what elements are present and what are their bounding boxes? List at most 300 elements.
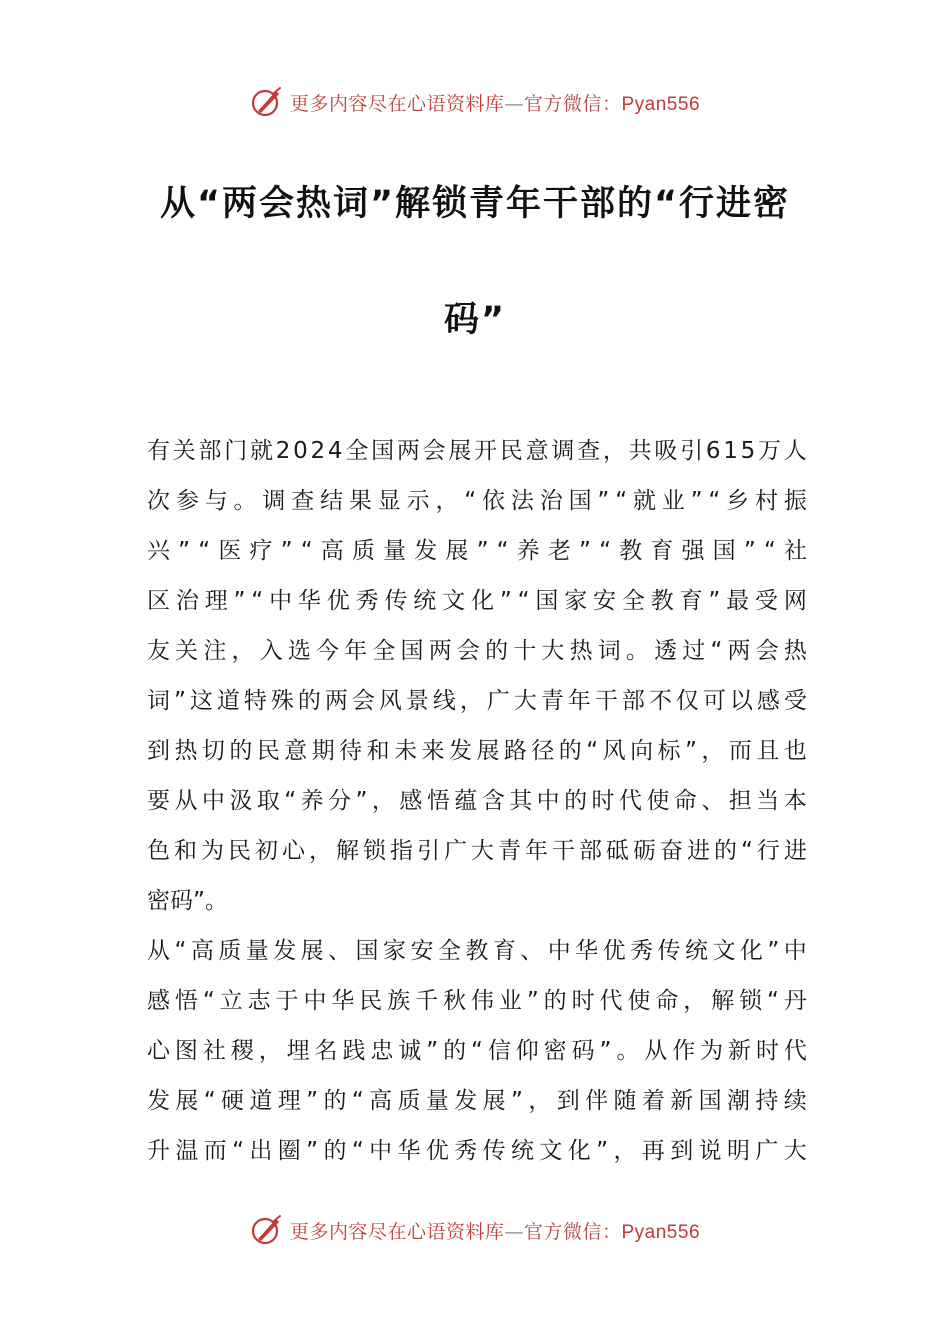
body-char: 年: [567, 688, 591, 714]
body-char: ”: [596, 1138, 609, 1164]
body-char: 期: [311, 738, 335, 764]
body-char: 安: [410, 938, 434, 964]
body-char: 色: [147, 838, 170, 864]
body-char: 广: [486, 688, 510, 714]
body-char: 友: [147, 638, 170, 664]
body-char: 秀: [630, 938, 654, 964]
body-char: 国: [371, 438, 395, 464]
body-char: 广: [755, 1138, 779, 1164]
body-char: 族: [387, 988, 411, 1014]
body-char: 线: [432, 688, 456, 714]
body-char: 家: [383, 938, 406, 964]
body-char: 果: [348, 488, 372, 514]
body-char: ，: [258, 1038, 282, 1064]
body-char: 的: [323, 1138, 347, 1164]
body-char: 含: [481, 788, 505, 814]
body-char: 要: [147, 788, 170, 814]
body-char: 不: [648, 688, 672, 714]
body-char: ”: [743, 538, 756, 564]
body-char: 词: [597, 638, 621, 664]
body-char: 图: [174, 1038, 198, 1064]
body-char: “: [741, 838, 753, 864]
body-char: 4: [327, 438, 343, 464]
body-char: 育: [679, 588, 703, 614]
body-char: 的: [323, 1088, 347, 1114]
body-char: ”: [708, 588, 721, 614]
body-char: 词: [147, 688, 170, 714]
body-line: [147, 876, 807, 926]
header-banner-wechat-id: Pyan556: [621, 93, 701, 115]
body-char: 稷: [230, 1038, 254, 1064]
body-char: 调: [551, 438, 575, 464]
body-line-text: 密码”。: [147, 888, 228, 914]
body-char: 大: [513, 688, 537, 714]
body-char: 村: [755, 488, 779, 514]
body-char: 高: [369, 1088, 393, 1114]
body-char: 全: [437, 938, 461, 964]
body-char: “: [202, 988, 215, 1014]
footer-banner-main: 更多内容尽在心语资料库: [289, 1220, 505, 1243]
body-char: 2: [275, 438, 291, 464]
body-char: ”: [233, 588, 246, 614]
body-char: “: [232, 1138, 245, 1164]
body-char: 1: [723, 438, 738, 464]
body-char: 担: [728, 788, 752, 814]
body-char: 发: [273, 938, 297, 964]
body-char: 密: [543, 1038, 567, 1064]
body-char: 汲: [229, 788, 253, 814]
body-char: 量: [245, 938, 269, 964]
body-line: [147, 1026, 807, 1076]
body-char: 民: [359, 988, 383, 1014]
body-char: 悟: [174, 988, 198, 1014]
body-char: 景: [405, 688, 429, 714]
body-char: 代: [619, 788, 642, 814]
body-char: 再: [641, 1138, 665, 1164]
body-char: 部: [579, 838, 602, 864]
body-char: 5: [740, 438, 756, 464]
body-char: 两: [428, 638, 452, 664]
body-char: 意: [284, 738, 308, 764]
body-char: ”: [526, 988, 539, 1014]
body-char: 时: [755, 1038, 779, 1064]
body-line: [147, 826, 807, 876]
body-char: 秀: [454, 1138, 478, 1164]
body-char: 网: [783, 588, 807, 614]
body-char: 传: [384, 588, 408, 614]
body-char: ”: [599, 1038, 612, 1064]
body-char: 行: [756, 838, 780, 864]
body-char: 忠: [370, 1038, 394, 1064]
body-char: 年: [525, 838, 548, 864]
body-char: 优: [425, 1138, 449, 1164]
body-char: 。: [625, 638, 649, 664]
body-char: 开: [474, 438, 498, 464]
body-char: ，: [459, 688, 483, 714]
body-char: ”: [355, 788, 368, 814]
body-char: 热: [569, 638, 593, 664]
body-char: 道: [249, 1088, 273, 1114]
body-char: 部: [198, 438, 222, 464]
body-char: 入: [259, 638, 283, 664]
body-char: 从: [644, 1038, 668, 1064]
body-char: 万: [757, 438, 781, 464]
body-char: “: [284, 788, 297, 814]
body-char: 两: [727, 638, 751, 664]
body-char: ，: [435, 488, 459, 514]
body-char: 解: [711, 988, 735, 1014]
body-char: 从: [174, 788, 198, 814]
body-char: 随: [613, 1088, 637, 1114]
body-char: 国: [355, 938, 379, 964]
body-char: 意: [525, 438, 549, 464]
body-char: 全: [345, 438, 369, 464]
body-char: 中: [269, 588, 293, 614]
body-char: ”: [579, 538, 591, 564]
body-char: 6: [705, 438, 721, 464]
footer-banner: [0, 1210, 950, 1250]
body-char: 以: [729, 688, 753, 714]
body-char: 、: [520, 938, 544, 964]
body-char: 取: [256, 788, 280, 814]
body-char: 有: [147, 438, 170, 464]
body-char: ，: [613, 1138, 637, 1164]
body-char: 秀: [355, 588, 379, 614]
body-char: 切: [201, 738, 225, 764]
body-char: 发: [454, 1088, 478, 1114]
body-char: 展: [448, 438, 472, 464]
body-char: ”: [684, 738, 697, 764]
body-char: 会: [422, 438, 446, 464]
body-char: 2: [310, 438, 326, 464]
body-char: 治: [175, 588, 199, 614]
body-char: 民: [499, 438, 523, 464]
body-char: ，: [231, 638, 255, 664]
body-char: 伟: [470, 988, 494, 1014]
body-char: 路: [503, 738, 527, 764]
body-char: 丹: [783, 988, 807, 1014]
body-char: 发: [147, 1088, 170, 1114]
body-char: 砥: [606, 838, 629, 864]
body-char: 兴: [147, 538, 170, 564]
body-char: “: [496, 538, 509, 564]
body-char: “: [615, 488, 628, 514]
body-char: 选: [287, 638, 311, 664]
body-char: 受: [755, 588, 779, 614]
header-banner: [0, 82, 950, 122]
body-char: 解: [336, 838, 359, 864]
body-char: 质: [351, 538, 375, 564]
body-char: 为: [700, 1038, 724, 1064]
body-char: 门: [224, 438, 248, 464]
body-char: ”: [426, 1038, 439, 1064]
body-char: 码: [571, 1038, 595, 1064]
body-char: 的: [543, 988, 567, 1014]
body-char: 示: [406, 488, 430, 514]
body-char: 透: [654, 638, 678, 664]
body-char: 高: [190, 938, 214, 964]
body-char: 热: [783, 638, 807, 664]
body-char: 广: [444, 838, 467, 864]
body-char: 全: [372, 638, 396, 664]
body-char: 部: [621, 688, 645, 714]
body-char: 青: [540, 688, 564, 714]
body-char: 0: [293, 438, 308, 464]
body-char: 乡: [726, 488, 750, 514]
body-char: 潮: [726, 1088, 750, 1114]
body-char: 秋: [443, 988, 467, 1014]
body-char: 业: [498, 988, 522, 1014]
body-char: 大: [783, 1138, 807, 1164]
body-char: 、: [328, 938, 352, 964]
body-char: 中: [783, 938, 807, 964]
body-char: 高: [320, 538, 344, 564]
body-char: 续: [783, 1088, 807, 1114]
body-char: 砺: [633, 838, 656, 864]
body-char: 到: [556, 1088, 580, 1114]
body-char: 文: [539, 1138, 563, 1164]
body-char: 进: [783, 838, 807, 864]
body-char: 发: [448, 738, 472, 764]
body-char: 命: [673, 788, 697, 814]
body-char: 振: [783, 488, 807, 514]
body-char: 展: [482, 1088, 506, 1114]
body-char: 疗: [249, 538, 273, 564]
body-char: 未: [394, 738, 418, 764]
body-char: 国: [400, 638, 424, 664]
body-char: 过: [682, 638, 706, 664]
body-char: 温: [175, 1138, 199, 1164]
body-char: ”: [499, 588, 512, 614]
body-char: 特: [243, 688, 267, 714]
body-char: ”: [174, 688, 186, 714]
body-char: 统: [684, 938, 708, 964]
body-char: 理: [277, 1088, 301, 1114]
body-char: 说: [698, 1138, 722, 1164]
body-char: 理: [204, 588, 228, 614]
body-char: “: [470, 1038, 483, 1064]
body-char: 的: [714, 838, 737, 864]
body-char: 关: [175, 638, 199, 664]
body-char: 且: [756, 738, 780, 764]
document-title-line-2: 码”: [443, 300, 506, 340]
body-char: 调: [262, 488, 286, 514]
body-char: 仅: [675, 688, 699, 714]
body-char: 来: [421, 738, 445, 764]
body-char: 本: [783, 788, 807, 814]
body-char: 发: [414, 538, 438, 564]
body-char: 引: [417, 838, 440, 864]
body-char: 展: [445, 538, 469, 564]
body-char: 显: [377, 488, 401, 514]
body-char: 感: [756, 688, 780, 714]
body-char: “: [351, 1138, 364, 1164]
body-char: 、: [701, 788, 725, 814]
footer-banner-wechat-label: 官方微信：: [523, 1220, 622, 1243]
body-char: 吸: [654, 438, 678, 464]
body-char: 新: [728, 1038, 752, 1064]
body-char: 明: [726, 1138, 750, 1164]
body-char: “: [599, 538, 612, 564]
body-char: ”: [690, 488, 703, 514]
body-char: 统: [511, 1138, 535, 1164]
body-char: 指: [390, 838, 413, 864]
body-char: 风: [602, 738, 626, 764]
body-char: ”: [476, 538, 489, 564]
body-char: 国: [568, 488, 592, 514]
body-char: 进: [687, 838, 710, 864]
body-char: 心: [282, 838, 305, 864]
body-char: 化: [739, 938, 763, 964]
body-char: 为: [201, 838, 224, 864]
body-line: [147, 976, 807, 1026]
body-char: 育: [492, 938, 516, 964]
body-char: 着: [641, 1088, 665, 1114]
body-char: 国: [698, 1088, 722, 1114]
body-char: 会: [456, 638, 480, 664]
body-char: 优: [326, 588, 350, 614]
body-char: 代: [783, 1038, 807, 1064]
body-char: 向: [630, 738, 654, 764]
body-char: 社: [783, 538, 807, 564]
body-char: 法: [510, 488, 534, 514]
body-char: 大: [471, 838, 494, 864]
body-char: 道: [216, 688, 240, 714]
body-char: 就: [632, 488, 656, 514]
body-char: 今: [316, 638, 340, 664]
body-char: 命: [655, 988, 679, 1014]
body-char: 信: [487, 1038, 511, 1064]
body-char: 践: [342, 1038, 366, 1064]
body-char: 会: [351, 688, 375, 714]
body-char: 查: [291, 488, 315, 514]
body-char: 这: [189, 688, 213, 714]
body-line: [147, 1076, 807, 1126]
body-char: 两: [396, 438, 420, 464]
body-char: 的: [558, 738, 582, 764]
body-char: 也: [783, 738, 807, 764]
body-char: “: [251, 588, 264, 614]
quill-circle-icon: [250, 1213, 284, 1247]
body-char: 化: [470, 588, 494, 614]
body-char: 受: [783, 688, 807, 714]
body-char: 分: [328, 788, 352, 814]
body-char: 时: [591, 788, 615, 814]
body-char: 干: [594, 688, 618, 714]
body-char: 质: [218, 938, 242, 964]
quill-circle-icon: [250, 85, 284, 119]
body-char: 新: [670, 1088, 694, 1114]
body-char: ”: [306, 1138, 319, 1164]
body-char: 查: [577, 438, 601, 464]
body-char: 志: [247, 988, 271, 1014]
body-line: [147, 776, 807, 826]
body-char: 家: [564, 588, 588, 614]
body-char: ，: [309, 838, 332, 864]
body-char: 而: [203, 1138, 227, 1164]
footer-banner-dash: —: [504, 1220, 524, 1243]
body-char: ，: [602, 438, 626, 464]
body-char: 治: [539, 488, 563, 514]
body-char: 民: [228, 838, 251, 864]
body-char: 展: [476, 738, 500, 764]
body-char: 和: [174, 838, 197, 864]
body-char: 引: [680, 438, 704, 464]
footer-banner-text: [290, 1217, 700, 1244]
body-char: 民: [256, 738, 280, 764]
body-char: 最: [726, 588, 750, 614]
body-char: 展: [175, 1088, 199, 1114]
body-char: 伴: [585, 1088, 609, 1114]
body-char: 圈: [277, 1138, 301, 1164]
body-char: 青: [498, 838, 521, 864]
body-char: ，: [701, 738, 725, 764]
body-char: 育: [650, 538, 674, 564]
body-char: 华: [575, 938, 599, 964]
body-char: 十: [513, 638, 537, 664]
body-char: 教: [465, 938, 489, 964]
body-char: 当: [756, 788, 780, 814]
body-char: 。: [616, 1038, 640, 1064]
document-title-line-1: 从“两会热词”解锁青年干部的“行进密: [159, 184, 790, 224]
body-char: 大: [541, 638, 565, 664]
body-char: 养: [516, 538, 540, 564]
body-char: 千: [415, 988, 439, 1014]
body-char: 埋: [286, 1038, 310, 1064]
body-char: 持: [755, 1088, 779, 1114]
body-char: 优: [602, 938, 626, 964]
body-char: 的: [564, 788, 588, 814]
body-char: “: [174, 938, 187, 964]
body-char: 而: [728, 738, 752, 764]
body-char: 依: [482, 488, 506, 514]
body-char: 感: [147, 988, 170, 1014]
body-char: “: [300, 538, 313, 564]
body-char: 文: [712, 938, 736, 964]
body-char: “: [198, 538, 211, 564]
body-char: 名: [314, 1038, 338, 1064]
body-char: 安: [593, 588, 617, 614]
body-char: ，: [683, 988, 707, 1014]
body-line: [147, 476, 807, 526]
header-banner-main: 更多内容尽在心语资料库: [289, 92, 505, 115]
body-char: 次: [147, 488, 170, 514]
body-char: 作: [672, 1038, 696, 1064]
body-char: 和: [366, 738, 390, 764]
body-char: “: [351, 1088, 364, 1114]
body-char: 锁: [363, 838, 386, 864]
body-char: 到: [670, 1138, 694, 1164]
body-char: 传: [482, 1138, 506, 1164]
body-char: 教: [650, 588, 674, 614]
body-char: “: [763, 538, 776, 564]
body-char: 干: [552, 838, 575, 864]
body-char: 使: [627, 988, 651, 1014]
body-char: 业: [661, 488, 685, 514]
body-char: 的: [297, 688, 321, 714]
body-char: “: [708, 488, 721, 514]
body-char: 的: [443, 1038, 467, 1064]
body-char: “: [517, 588, 530, 614]
body-char: 待: [339, 738, 363, 764]
body-char: 国: [712, 538, 736, 564]
body-char: 使: [646, 788, 670, 814]
body-line: [147, 426, 807, 476]
body-line: [147, 626, 807, 676]
body-char: 统: [413, 588, 437, 614]
body-char: 国: [535, 588, 559, 614]
body-char: “: [464, 488, 477, 514]
